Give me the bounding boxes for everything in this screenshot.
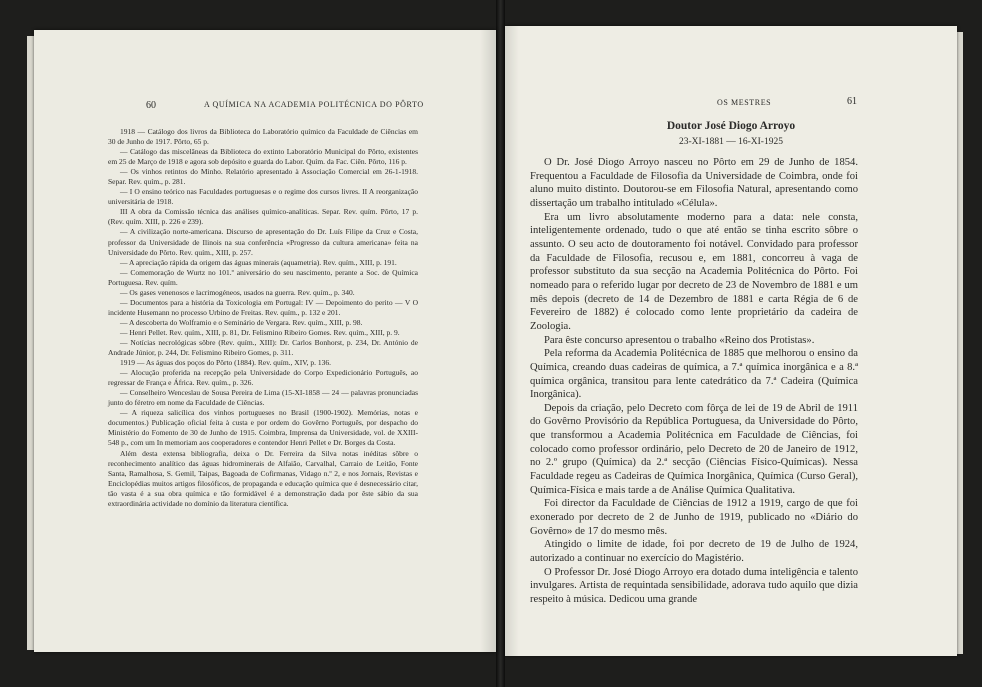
- bib-entry: III A obra da Comissão técnica das análises químico-analíticas. Separ. Rev. quím. Pôrto, 17 p. (Rev. quím. XIII, p. 226 e 239).: [108, 207, 418, 227]
- body-paragraph: Depois da criação, pelo Decreto com fôrça de lei de 19 de Abril de 1911 do Govêrno Provisório da República Portuguesa, da Universidade do Pôrto, que transformou a Academia Politécnica em Faculdade de Ciências, foi colocado como professor ordinário, pelo Decreto de 20 de Janeiro de 1912, no 2.º grupo (Química) da 2.ª secção (Ciências Físico-Químicas). Nessa Faculdade regeu as Cadeiras de Química Inorgânica, Química (Curso Geral), Química-Física e mais tarde a de Análise Química Qualitativa.: [530, 402, 858, 496]
- bib-entry: — Os vinhos retintos do Minho. Relatório apresentado à Associação Comercial em 26-1-1918. Separ. Rev. quím., p. 281.: [108, 167, 418, 187]
- bib-entry: — Documentos para a história da Toxicologia em Portugal: IV — Depoimento do perito — V O incidente Husemann no processo Urbino de Freitas. Rev. quím., p. 132 e 201.: [108, 297, 418, 317]
- bib-entry: — Alocução proferida na recepção pela Universidade do Corpo Expedicionário Português, ao regressar de França e África. Rev. quím., p. 326.: [108, 368, 418, 388]
- bib-entry: — A descoberta do Wolframio e o Seminário de Vergara. Rev. quím., XIII, p. 98.: [120, 317, 363, 327]
- bib-entry: 1918 — Catálogo dos livros da Biblioteca do Laboratório químico da Faculdade de Ciências em 30 de Junho de 1917. Pôrto, 65 p.: [108, 127, 418, 147]
- right-page: [505, 26, 957, 656]
- bib-entry: — Conselheiro Wenceslau de Sousa Pereira de Lima (15-XI-1858 — 24 — palavras pronunciadas junto do féretro em nome da Faculdade de Ciências.: [108, 388, 418, 408]
- bib-entry: — Os gases venenosos e lacrimogéneos, usados na guerra. Rev. quím., p. 340.: [120, 287, 355, 297]
- body-paragraph: O Professor Dr. José Diogo Arroyo era dotado duma inteligência e talento invulgares. Artista de requintada sensibilidade, adorava tudo aquilo que dizia respeito à música. Dedicou uma grande: [530, 566, 858, 605]
- body-paragraph: O Dr. José Diogo Arroyo nasceu no Pôrto em 29 de Junho de 1854. Frequentou a Faculdade de Filosofia da Universidade de Coimbra, onde foi aluno muito distinto. Doutorou-se em Filosofia Natural, apresentando como dissertação um trabalho intitulado «Célula».: [530, 157, 858, 209]
- right-page-body: [530, 156, 858, 607]
- body-paragraph: Foi director da Faculdade de Ciências de 1912 a 1919, cargo de que foi exonerado por decreto de 2 de Junho de 1919, publicado no «Diário do Govêrno» de 17 do mesmo mês.: [530, 498, 858, 537]
- biography-dates: 23-XI-1881 — 16-XI-1925: [679, 137, 783, 147]
- left-page-body: [108, 127, 418, 509]
- bib-entry: — A apreciação rápida da origem das águas minerais (aquametria). Rev. quím., XIII, p. 191.: [120, 257, 397, 267]
- book-gutter: [496, 0, 505, 687]
- bib-entry: — A civilização norte-americana. Discurso de apresentação do Dr. Luís Filipe da Cruz e Costa, professor da Universidade de Ilinois na sua conferência «Progresso da cultura americana» feita na Universidade do Pôrto. Rev. quím., XIII, p. 257.: [108, 227, 418, 257]
- bib-entry: — Catálogo das miscelâneas da Biblioteca do extinto Laboratório Municipal do Pôrto, existentes em 25 de Março de 1918 e agora sob depósito e guarda do Labor. Quím. da Fac. Ciên. Pôrto, 116 p.: [108, 147, 418, 167]
- left-page-number: 60: [146, 100, 156, 111]
- bib-entry: — I O ensino teórico nas Faculdades portuguesas e o regime dos cursos livres. II A reorganização universitária de 1918.: [108, 187, 418, 207]
- body-paragraph: Era um livro absolutamente moderno para a data: nele consta, inteligentemente ordenado, tudo o que até então se tinha escrito sôbre o assunto. O seu acto de doutoramento foi notável. Convidado para professor da Faculdade de Filosofia, recusou e, em 1881, concorreu à vaga de professor substituto da sua secção na Academia Politécnica do Pôrto. Foi nomeado para o referido lugar por decreto de 23 de Novembro de 1881 e um mês depois (decreto de 14 de Dezembro de 1881 e carta Régia de 6 de Fevereiro de 1882) é colocado como lente proprietário da cadeira de Zoologia.: [530, 211, 858, 332]
- left-page: [34, 30, 496, 652]
- bib-entry: — A riqueza salicílica dos vinhos portugueses no Brasil (1900-1902). Memórias, notas e documentos.) Publicação oficial feita à custa e por ordem do Govêrno Português, por despacho do Ministério do Fomento de 30 de Junho de 1915. Coimbra, Imprensa da Universidade, vol. de XXIII-548 p., com um In memoriam aos cooperadores e contendor Henri Pellet e Dr. Borges da Costa.: [108, 408, 418, 448]
- closing-paragraph: Além desta extensa bibliografia, deixa o Dr. Ferreira da Silva notas inéditas sôbre o reconhecimento analítico das águas hidrominerais de Alfaião, Carvalhal, Carraio de Leitão, Fonte Santa, Ramalhosa, S. Gemil, Taipas, Bagoada de Cofirmanas, Vidago n.º 2, e nos Jornais, Revistas e Enciclopédias muitos artigos filosóficos, de propaganda e educação química que é desnecessário citar, tão vasta é a sua obra química e tão formidável é a demonstração dada por êste sábio da sua extraordinária actividade no domínio da literatura científica.: [108, 448, 418, 508]
- right-running-title: OS MESTRES: [717, 98, 772, 107]
- left-spine-shadow: [480, 30, 496, 652]
- bib-entry: — Henri Pellet. Rev. quím., XIII, p. 81, Dr. Felismino Ribeiro Gomes. Rev. quím., XIII, p. 9.: [120, 327, 400, 337]
- body-paragraph: Atingido o limite de idade, foi por decreto de 19 de Julho de 1924, autorizado a continuar no exercício do Magistério.: [530, 539, 858, 565]
- bib-entry: 1919 — As águas dos poços do Pôrto (1884). Rev. quím., XIV, p. 136.: [120, 358, 332, 368]
- left-running-title: A QUÍMICA NA ACADEMIA POLITÉCNICA DO PÔRTO: [204, 100, 424, 109]
- bib-entry: — Comemoração de Wurtz no 101.º aniversário do seu nascimento, perante a Soc. de Química Portuguesa. Rev. quím.: [108, 267, 418, 287]
- right-page-number: 61: [847, 96, 857, 107]
- body-paragraph: Para êste concurso apresentou o trabalho «Reino dos Protistas».: [544, 334, 815, 346]
- biography-heading: Doutor José Diogo Arroyo: [666, 120, 796, 132]
- body-paragraph: Pela reforma da Academia Politécnica de 1885 que melhorou o ensino da Química, creando duas cadeiras de química, a 7.ª química inorgânica e a 8.ª química orgânica, transitou para lente catedrático da 7.ª Cadeira (Química Inorgânica).: [530, 348, 858, 401]
- bib-entry: — Notícias necrológicas sôbre (Rev. quím., XIII): Dr. Carlos Bonhorst, p. 234, Dr. António de Andrade Júnior, p. 244, Dr. Felismino Ribeiro Gomes, p. 311.: [108, 337, 418, 358]
